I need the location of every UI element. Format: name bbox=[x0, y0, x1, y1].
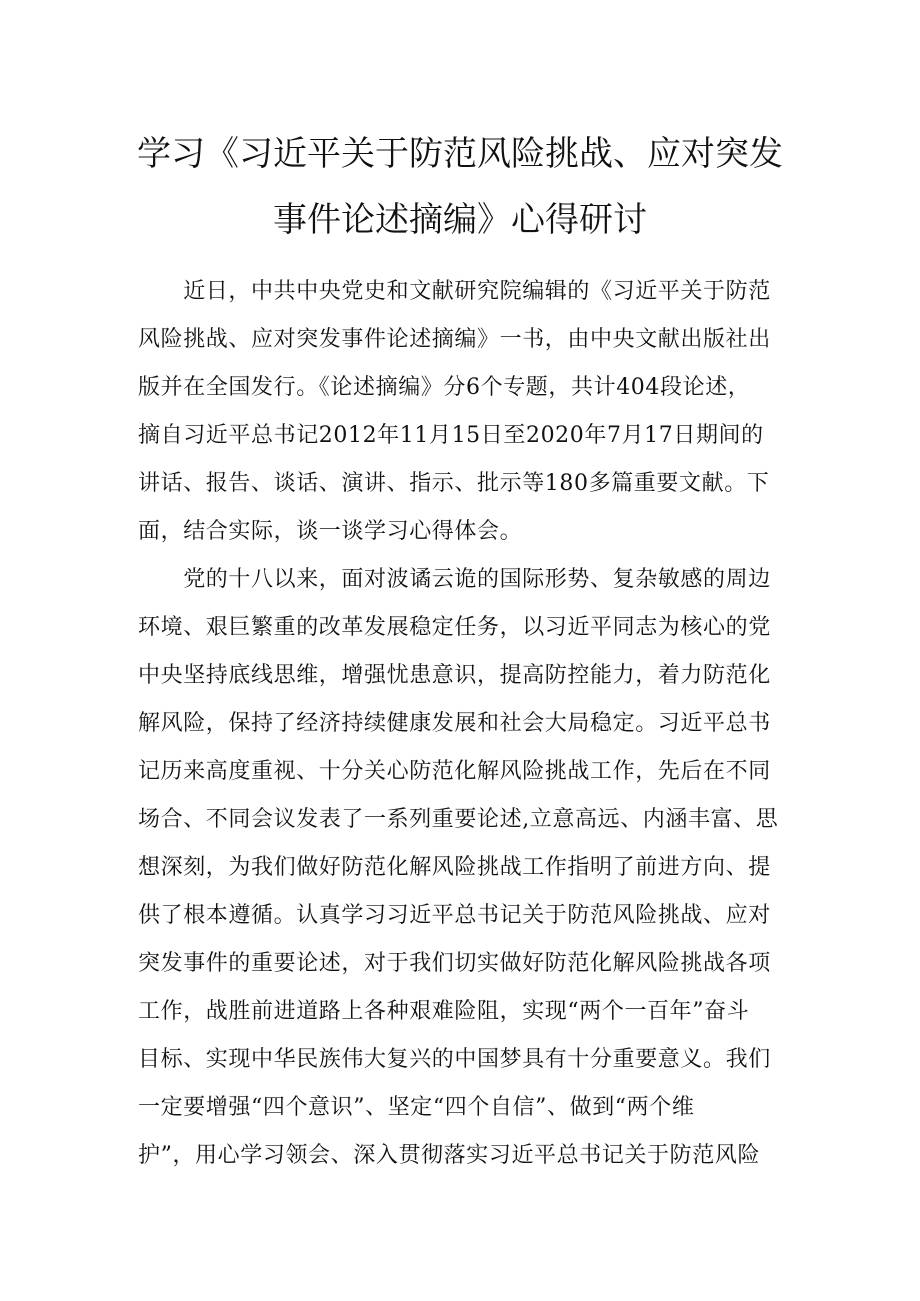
paragraph-line: 供了根本遵循。认真学习习近平总书记关于防范风险挑战、应对 bbox=[138, 903, 771, 928]
paragraph-line: 目标、实现中华民族伟大复兴的中国梦具有十分重要意义。我们 bbox=[138, 1047, 771, 1072]
document-title-line-2: 事件论述摘编》心得研讨 bbox=[273, 200, 647, 240]
paragraph-line: 面，结合实际，谈一谈学习心得体会。 bbox=[138, 519, 523, 544]
paragraph-line: 想深刻，为我们做好防范化解风险挑战工作指明了前进方向、提 bbox=[138, 855, 771, 880]
paragraph-line: 版并在全国发行。《论述摘编》分6个专题，共计404段论述， bbox=[138, 375, 751, 400]
document-title-line-1: 学习《习近平关于防范风险挑战、应对突发 bbox=[137, 134, 783, 174]
paragraph-line: 场合、不同会议发表了一系列重要论述,立意高远、内涵丰富、思 bbox=[138, 807, 779, 832]
paragraph-line: 摘自习近平总书记2012年11月15日至2020年7月17日期间的 bbox=[138, 423, 764, 448]
paragraph-line: 党的十八以来，面对波谲云诡的国际形势、复杂敏感的周边 bbox=[138, 567, 771, 592]
paragraph-line: 风险挑战、应对突发事件论述摘编》一书，由中央文献出版社出 bbox=[138, 327, 771, 352]
paragraph-2 bbox=[138, 556, 790, 1180]
paragraph-line: 护”，用心学习领会、深入贯彻落实习近平总书记关于防范风险 bbox=[138, 1143, 761, 1168]
paragraph-1 bbox=[138, 268, 790, 556]
paragraph-line: 一定要增强“四个意识”、坚定“四个自信”、做到“两个维 bbox=[138, 1095, 695, 1120]
paragraph-line: 记历来高度重视、十分关心防范化解风险挑战工作，先后在不同 bbox=[138, 759, 771, 784]
paragraph-line: 突发事件的重要论述，对于我们切实做好防范化解风险挑战各项 bbox=[138, 951, 771, 976]
paragraph-line: 工作，战胜前进道路上各种艰难险阻，实现“两个一百年”奋斗 bbox=[138, 999, 750, 1024]
paragraph-line: 环境、艰巨繁重的改革发展稳定任务，以习近平同志为核心的党 bbox=[138, 615, 771, 640]
paragraph-line: 讲话、报告、谈话、演讲、指示、批示等180多篇重要文献。下 bbox=[138, 471, 770, 496]
paragraph-line: 近日，中共中央党史和文献研究院编辑的《习近平关于防范 bbox=[138, 279, 771, 304]
paragraph-line: 中央坚持底线思维，增强忧患意识，提高防控能力，着力防范化 bbox=[138, 663, 771, 688]
paragraph-line: 解风险，保持了经济持续健康发展和社会大局稳定。习近平总书 bbox=[138, 711, 771, 736]
